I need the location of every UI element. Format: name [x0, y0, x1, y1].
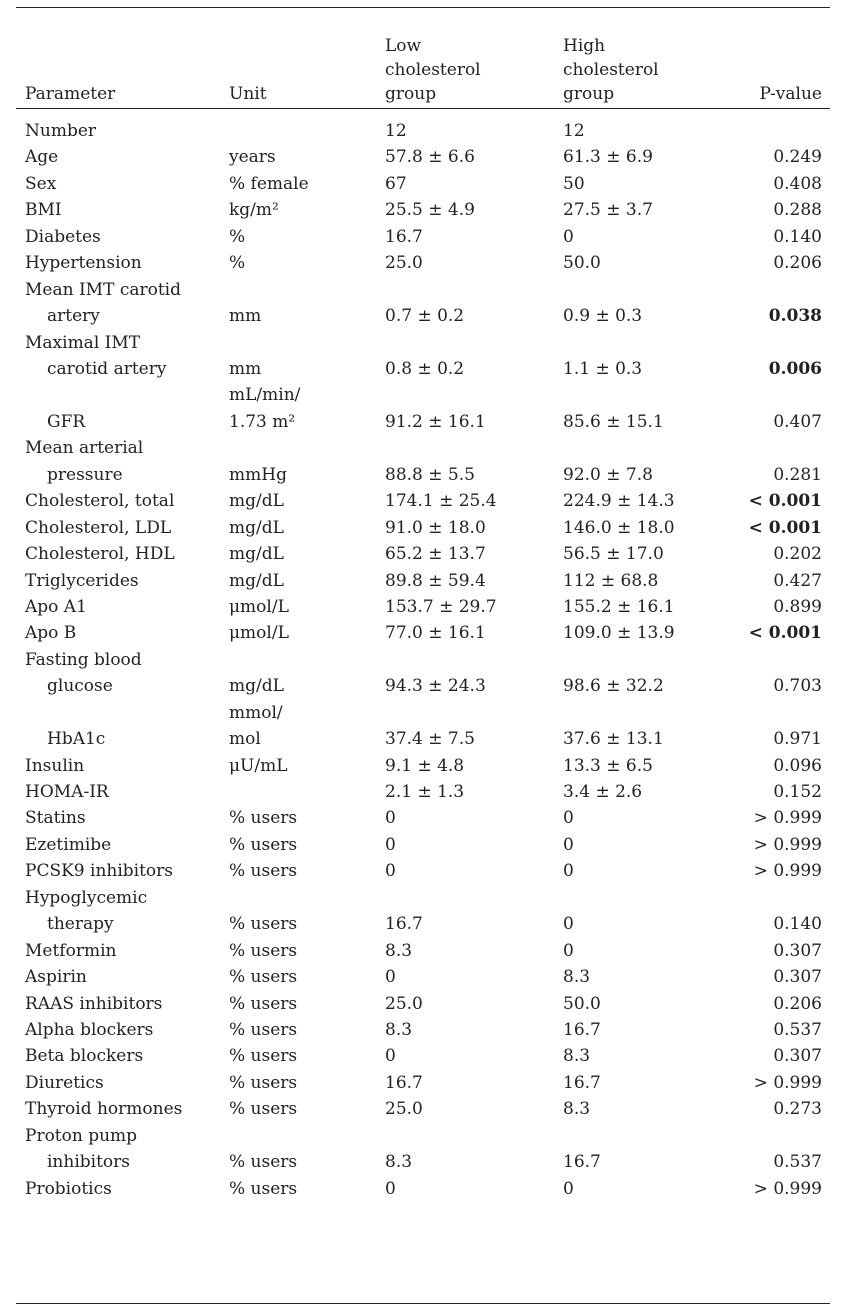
cell-parameter: Mean arterial pressure: [25, 438, 144, 485]
cell-high-group: 92.0 ± 7.8: [563, 464, 653, 485]
cell-p-value: 0.537: [773, 1152, 822, 1173]
cell-low-group: 91.0 ± 18.0: [385, 517, 486, 538]
table-row: [0, 382, 846, 435]
cell-low-group: 91.2 ± 16.1: [385, 411, 486, 432]
header-parameter: Parameter: [25, 84, 116, 104]
cell-p-value: 0.899: [773, 596, 822, 617]
cell-p-value: 0.140: [773, 914, 822, 935]
cell-unit: mg/dL: [229, 517, 284, 538]
cell-low-group: 77.0 ± 16.1: [385, 623, 486, 644]
cell-parameter: BMI: [25, 200, 62, 221]
table-row: [0, 171, 846, 197]
table-bottom-rule: [16, 1303, 830, 1304]
cell-unit: % users: [229, 914, 298, 935]
table-row: [0, 620, 846, 646]
cell-high-group: 8.3: [563, 967, 591, 988]
cell-p-value: < 0.001: [748, 517, 822, 538]
cell-high-group: 56.5 ± 17.0: [563, 544, 664, 565]
cell-unit: mg/dL: [229, 491, 284, 512]
cell-parameter: Hypoglycemic therapy: [25, 887, 148, 935]
cell-parameter: Proton pump inhibitors: [25, 1125, 138, 1173]
cell-p-value: 0.307: [773, 940, 822, 961]
cell-parameter: Statins: [25, 808, 86, 829]
cell-unit: mg/dL: [229, 544, 284, 565]
header-high-cholesterol-group: High cholesterol group: [563, 36, 659, 104]
cell-p-value: 0.971: [773, 729, 822, 750]
table-row: [0, 805, 846, 831]
cell-high-group: 16.7: [563, 1072, 601, 1093]
cell-p-value: 0.038: [768, 306, 822, 327]
cell-p-value: 0.703: [773, 676, 822, 697]
cell-low-group: 8.3: [385, 1152, 413, 1173]
cell-p-value: 0.307: [773, 967, 822, 988]
cell-low-group: 25.0: [385, 253, 423, 274]
cell-p-value: > 0.999: [753, 834, 822, 855]
cell-high-group: 0.9 ± 0.3: [563, 306, 643, 327]
cell-parameter: Hypertension: [25, 253, 142, 274]
cell-unit: % users: [229, 1178, 298, 1199]
cell-high-group: 37.6 ± 13.1: [563, 729, 664, 750]
cell-unit: % female: [229, 173, 309, 194]
cell-unit: % users: [229, 1099, 298, 1120]
cell-parameter: Diuretics: [25, 1072, 104, 1093]
cell-p-value: 0.202: [773, 544, 822, 565]
cell-parameter: Probiotics: [25, 1178, 112, 1199]
cell-low-group: 88.8 ± 5.5: [385, 464, 475, 485]
cell-low-group: 0: [385, 1178, 396, 1199]
cell-low-group: 25.5 ± 4.9: [385, 200, 475, 221]
cell-unit: %: [229, 226, 246, 247]
table-row: [0, 118, 846, 144]
cell-low-group: 0: [385, 808, 396, 829]
cell-high-group: 0: [563, 1178, 574, 1199]
cell-p-value: > 0.999: [753, 1072, 822, 1093]
header-p-value: P-value: [759, 84, 822, 104]
cell-parameter: Apo A1: [25, 596, 87, 617]
cell-unit: % users: [229, 940, 298, 961]
table-row: [0, 753, 846, 779]
cell-p-value: 0.427: [773, 570, 822, 591]
table-body: [0, 118, 846, 1202]
cell-p-value: 0.152: [773, 782, 822, 803]
cell-p-value: > 0.999: [753, 861, 822, 882]
cell-parameter: Ezetimibe: [25, 834, 112, 855]
cell-unit: % users: [229, 861, 298, 882]
cell-low-group: 89.8 ± 59.4: [385, 570, 486, 591]
cell-high-group: 0: [563, 226, 574, 247]
table-row: [0, 1017, 846, 1043]
cell-low-group: 0: [385, 967, 396, 988]
table-row: [0, 885, 846, 938]
cell-p-value: < 0.001: [748, 491, 822, 512]
cell-high-group: 146.0 ± 18.0: [563, 517, 675, 538]
cell-unit: % users: [229, 834, 298, 855]
cell-unit: % users: [229, 1072, 298, 1093]
cell-unit: years: [229, 147, 276, 168]
cell-unit: % users: [229, 1152, 298, 1173]
cell-parameter: Diabetes: [25, 226, 101, 247]
table-row: [0, 647, 846, 700]
cell-parameter: Alpha blockers: [25, 1019, 154, 1040]
cell-unit: % users: [229, 993, 298, 1014]
table-row: [0, 594, 846, 620]
cell-high-group: 13.3 ± 6.5: [563, 755, 653, 776]
cell-p-value: 0.537: [773, 1019, 822, 1040]
table-row: [0, 515, 846, 541]
cell-high-group: 155.2 ± 16.1: [563, 596, 675, 617]
cell-parameter: Fasting blood glucose: [25, 649, 142, 697]
cell-high-group: 1.1 ± 0.3: [563, 358, 643, 379]
cell-p-value: 0.288: [773, 200, 822, 221]
header-low-cholesterol-group: Low cholesterol group: [385, 36, 481, 104]
cell-unit: μmol/L: [229, 596, 289, 617]
table-row: [0, 435, 846, 488]
cell-low-group: 9.1 ± 4.8: [385, 755, 465, 776]
cell-parameter: Age: [25, 147, 59, 168]
cell-high-group: 16.7: [563, 1019, 601, 1040]
cell-low-group: 37.4 ± 7.5: [385, 729, 475, 750]
cell-low-group: 94.3 ± 24.3: [385, 676, 486, 697]
cell-low-group: 0.7 ± 0.2: [385, 306, 465, 327]
cell-parameter: Cholesterol, total: [25, 491, 175, 512]
table-row: [0, 568, 846, 594]
table-header-rule: [16, 108, 830, 109]
table-row: [0, 1176, 846, 1202]
cell-p-value: > 0.999: [753, 808, 822, 829]
header-unit: Unit: [229, 84, 267, 104]
cell-parameter: PCSK9 inhibitors: [25, 861, 174, 882]
cell-high-group: 16.7: [563, 1152, 601, 1173]
cell-p-value: 0.281: [773, 464, 822, 485]
cell-unit: %: [229, 253, 246, 274]
table-row: [0, 1043, 846, 1069]
cell-high-group: 3.4 ± 2.6: [563, 782, 643, 803]
cell-high-group: 0: [563, 861, 574, 882]
cell-parameter: Mean IMT carotid artery: [25, 279, 181, 327]
cell-unit: % users: [229, 967, 298, 988]
cell-parameter: Triglycerides: [25, 570, 139, 591]
cell-unit: mm: [229, 358, 262, 379]
cell-p-value: 0.407: [773, 411, 822, 432]
cell-p-value: 0.249: [773, 147, 822, 168]
table-row: [0, 832, 846, 858]
cell-high-group: 0: [563, 808, 574, 829]
cell-parameter: RAAS inhibitors: [25, 993, 163, 1014]
table-row: [0, 197, 846, 223]
cell-p-value: > 0.999: [753, 1178, 822, 1199]
table-row: [0, 779, 846, 805]
cell-low-group: 8.3: [385, 940, 413, 961]
cell-unit: μU/mL: [229, 755, 288, 776]
cell-low-group: 0.8 ± 0.2: [385, 358, 465, 379]
cell-unit: % users: [229, 808, 298, 829]
table-row: [0, 488, 846, 514]
cell-high-group: 0: [563, 940, 574, 961]
table-row: [0, 858, 846, 884]
cell-high-group: 0: [563, 834, 574, 855]
cell-p-value: 0.408: [773, 173, 822, 194]
cell-unit: mm: [229, 306, 262, 327]
cell-parameter: Aspirin: [25, 967, 87, 988]
cell-high-group: 12: [563, 121, 585, 141]
cell-parameter: Cholesterol, LDL: [25, 517, 172, 538]
cell-low-group: 8.3: [385, 1019, 413, 1040]
table-header: [0, 14, 846, 106]
cell-parameter: Sex: [25, 173, 57, 194]
cell-low-group: 16.7: [385, 914, 423, 935]
cell-unit: mmHg: [229, 464, 287, 485]
table-top-rule: [16, 7, 830, 8]
cell-high-group: 8.3: [563, 1046, 591, 1067]
cell-low-group: 153.7 ± 29.7: [385, 596, 497, 617]
table-row: [0, 964, 846, 990]
cell-unit: % users: [229, 1046, 298, 1067]
cell-low-group: 0: [385, 1046, 396, 1067]
table-row: [0, 700, 846, 753]
cell-parameter: Thyroid hormones: [25, 1099, 183, 1120]
cell-high-group: 50.0: [563, 253, 601, 274]
cell-parameter: Maximal IMT carotid artery: [25, 332, 167, 379]
cell-high-group: 224.9 ± 14.3: [563, 491, 675, 512]
cell-low-group: 16.7: [385, 226, 423, 247]
cell-parameter: Apo B: [25, 623, 77, 644]
cell-low-group: 12: [385, 121, 407, 141]
cell-high-group: 50.0: [563, 993, 601, 1014]
cell-high-group: 27.5 ± 3.7: [563, 200, 653, 221]
cell-unit: μmol/L: [229, 623, 289, 644]
cell-p-value: 0.006: [768, 358, 822, 379]
cell-high-group: 109.0 ± 13.9: [563, 623, 675, 644]
cell-p-value: 0.273: [773, 1099, 822, 1120]
cell-low-group: 16.7: [385, 1072, 423, 1093]
cell-unit: % users: [229, 1019, 298, 1040]
cell-parameter: GFR: [47, 411, 86, 432]
cell-p-value: 0.140: [773, 226, 822, 247]
cell-parameter: HOMA-IR: [25, 782, 109, 803]
cell-low-group: 25.0: [385, 993, 423, 1014]
table-row: [0, 541, 846, 567]
cell-p-value: 0.307: [773, 1046, 822, 1067]
cell-parameter: Cholesterol, HDL: [25, 544, 175, 565]
cell-parameter: HbA1c: [47, 729, 106, 750]
table-row: [0, 1123, 846, 1176]
cell-unit: mg/dL: [229, 570, 284, 591]
table-row: [0, 144, 846, 170]
cell-p-value: 0.206: [773, 993, 822, 1014]
table-row: [0, 277, 846, 330]
cell-unit: mL/min/ 1.73 m²: [229, 385, 301, 432]
cell-high-group: 8.3: [563, 1099, 591, 1120]
cell-high-group: 85.6 ± 15.1: [563, 411, 664, 432]
cell-low-group: 25.0: [385, 1099, 423, 1120]
cell-unit: kg/m²: [229, 200, 279, 221]
cell-parameter: Number: [25, 121, 97, 141]
cell-high-group: 61.3 ± 6.9: [563, 147, 653, 168]
cell-high-group: 112 ± 68.8: [563, 570, 659, 591]
cell-high-group: 50: [563, 173, 585, 194]
cell-low-group: 67: [385, 173, 407, 194]
cell-low-group: 0: [385, 834, 396, 855]
cell-p-value: < 0.001: [748, 623, 822, 644]
table-row: [0, 330, 846, 383]
cell-high-group: 0: [563, 914, 574, 935]
cell-low-group: 0: [385, 861, 396, 882]
cell-low-group: 57.8 ± 6.6: [385, 147, 475, 168]
cell-unit: mmol/ mol: [229, 702, 283, 750]
cell-parameter: Insulin: [25, 755, 85, 776]
cell-p-value: 0.096: [773, 755, 822, 776]
table-row: [0, 250, 846, 276]
cell-low-group: 65.2 ± 13.7: [385, 544, 486, 565]
cell-low-group: 2.1 ± 1.3: [385, 782, 465, 803]
cell-high-group: 98.6 ± 32.2: [563, 676, 664, 697]
cell-parameter: Beta blockers: [25, 1046, 144, 1067]
table-row: [0, 224, 846, 250]
cell-p-value: 0.206: [773, 253, 822, 274]
table-row: [0, 938, 846, 964]
table-row: [0, 1070, 846, 1096]
cell-parameter: Metformin: [25, 940, 117, 961]
table-row: [0, 1096, 846, 1122]
cell-low-group: 174.1 ± 25.4: [385, 491, 497, 512]
table-row: [0, 991, 846, 1017]
cell-unit: mg/dL: [229, 676, 284, 697]
